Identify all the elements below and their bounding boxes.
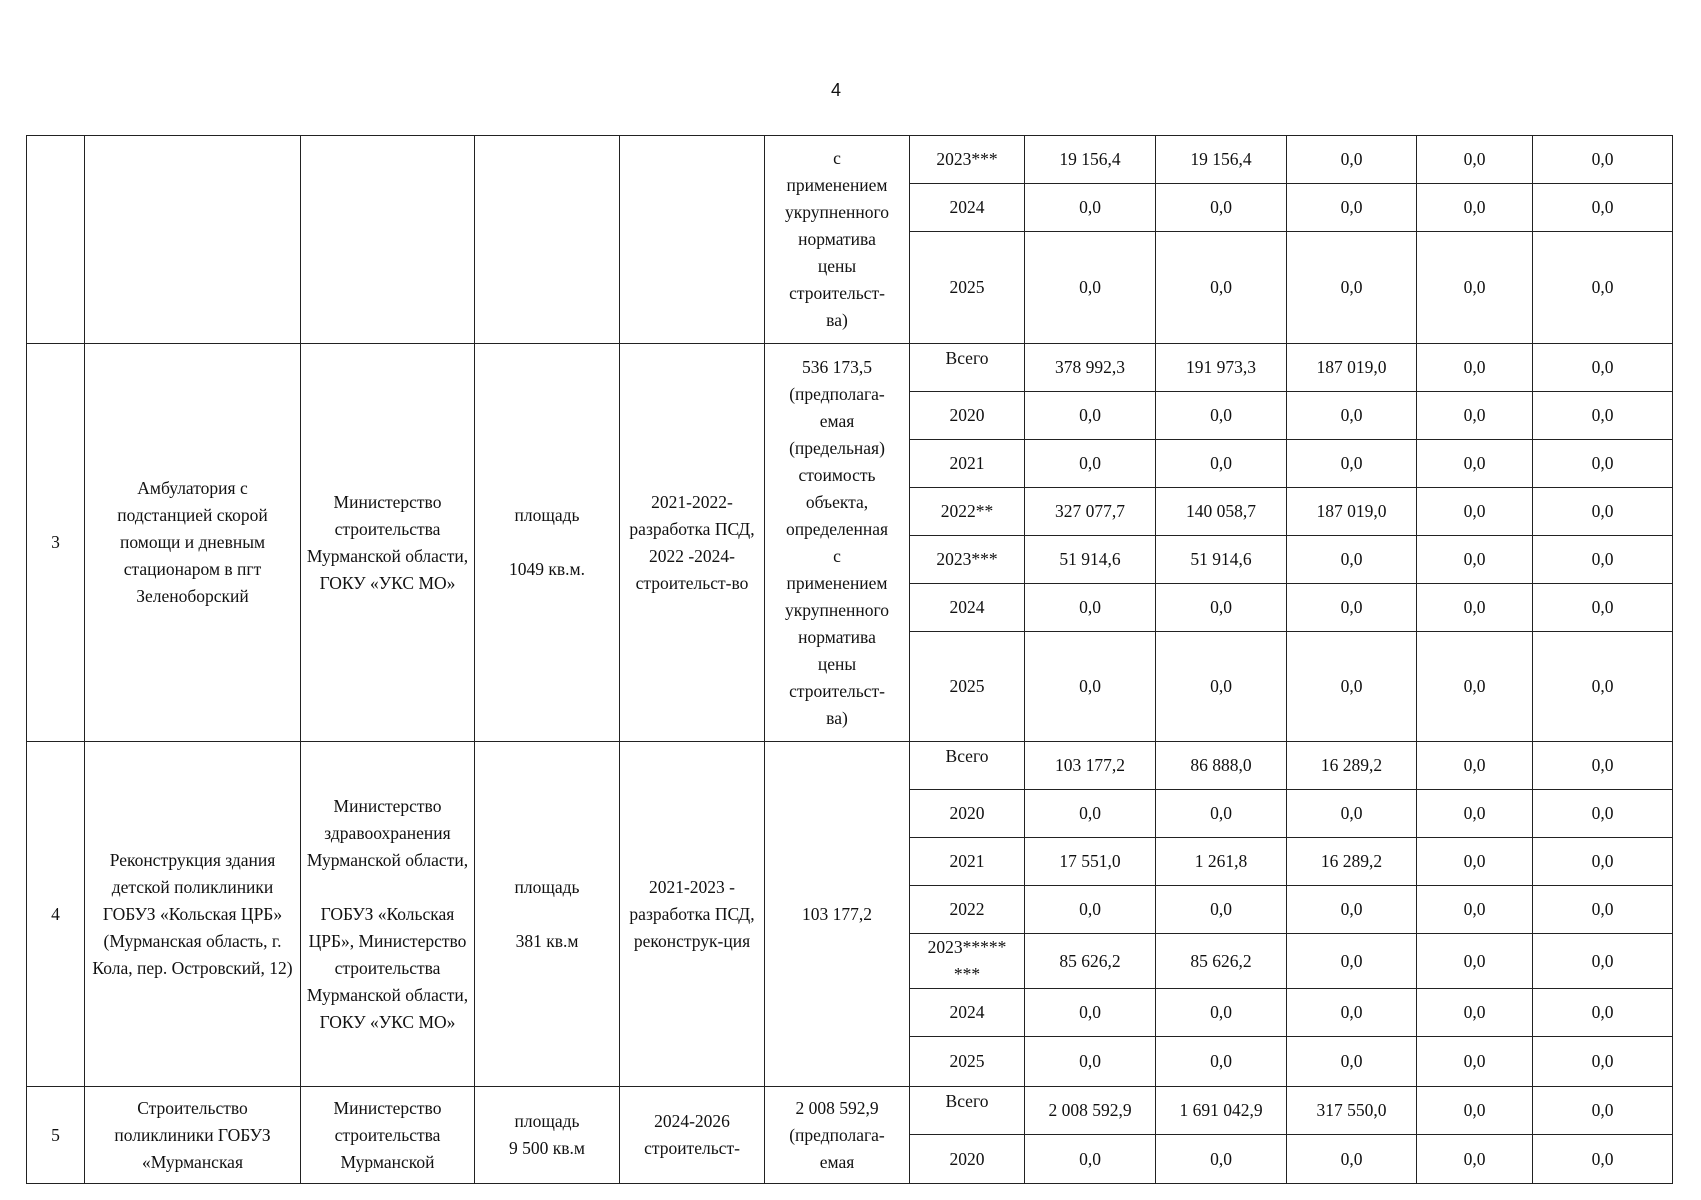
total-amount: 0,0 <box>1025 1037 1156 1087</box>
year-cell: 2024 <box>910 184 1025 232</box>
local-budget: 0,0 <box>1417 1135 1533 1184</box>
regional-budget: 0,0 <box>1287 536 1417 584</box>
estimated-cost: 536 173,5 (предполага- емая (предельная) стоимость объекта, определенная с применением укрупненного норматива цены строительст- ва) <box>765 344 910 742</box>
total-amount: 0,0 <box>1025 989 1156 1037</box>
local-budget: 0,0 <box>1417 440 1533 488</box>
other-sources: 0,0 <box>1533 536 1673 584</box>
row-number <box>27 136 85 344</box>
other-sources: 0,0 <box>1533 440 1673 488</box>
local-budget: 0,0 <box>1417 934 1533 989</box>
other-sources: 0,0 <box>1533 488 1673 536</box>
regional-budget: 0,0 <box>1287 790 1417 838</box>
customer-name: Министерство строительства Мурманской <box>301 1087 475 1184</box>
regional-budget: 0,0 <box>1287 886 1417 934</box>
table-row <box>27 136 1673 184</box>
other-sources: 0,0 <box>1533 392 1673 440</box>
federal-budget: 191 973,3 <box>1156 344 1287 392</box>
year-cell: Всего <box>910 742 1025 790</box>
federal-budget: 86 888,0 <box>1156 742 1287 790</box>
budget-table <box>26 135 1673 1184</box>
row-number: 5 <box>27 1087 85 1184</box>
year-cell: 2025 <box>910 632 1025 742</box>
federal-budget: 0,0 <box>1156 392 1287 440</box>
object-name <box>85 136 301 344</box>
other-sources: 0,0 <box>1533 1135 1673 1184</box>
period: 2021-2023 - разработка ПСД, реконструк-ция <box>620 742 765 1087</box>
total-amount: 0,0 <box>1025 886 1156 934</box>
total-amount: 0,0 <box>1025 1135 1156 1184</box>
local-budget: 0,0 <box>1417 632 1533 742</box>
federal-budget: 19 156,4 <box>1156 136 1287 184</box>
regional-budget: 0,0 <box>1287 989 1417 1037</box>
total-amount: 85 626,2 <box>1025 934 1156 989</box>
local-budget: 0,0 <box>1417 232 1533 344</box>
regional-budget: 0,0 <box>1287 584 1417 632</box>
capacity: площадь 1049 кв.м. <box>475 344 620 742</box>
year-cell: 2021 <box>910 838 1025 886</box>
total-amount: 17 551,0 <box>1025 838 1156 886</box>
total-amount: 327 077,7 <box>1025 488 1156 536</box>
table-row <box>27 1087 1673 1135</box>
total-amount: 0,0 <box>1025 392 1156 440</box>
regional-budget: 0,0 <box>1287 392 1417 440</box>
local-budget: 0,0 <box>1417 838 1533 886</box>
other-sources: 0,0 <box>1533 886 1673 934</box>
total-amount: 51 914,6 <box>1025 536 1156 584</box>
other-sources: 0,0 <box>1533 584 1673 632</box>
customer-name: Министерство строительства Мурманской области, ГОКУ «УКС МО» <box>301 344 475 742</box>
total-amount: 0,0 <box>1025 440 1156 488</box>
customer-name <box>301 136 475 344</box>
federal-budget: 1 261,8 <box>1156 838 1287 886</box>
year-cell: Всего <box>910 344 1025 392</box>
period <box>620 136 765 344</box>
capacity: площадь 381 кв.м <box>475 742 620 1087</box>
page-number: 4 <box>830 80 841 100</box>
other-sources: 0,0 <box>1533 232 1673 344</box>
local-budget: 0,0 <box>1417 1037 1533 1087</box>
local-budget: 0,0 <box>1417 488 1533 536</box>
local-budget: 0,0 <box>1417 392 1533 440</box>
total-amount: 0,0 <box>1025 632 1156 742</box>
other-sources: 0,0 <box>1533 1037 1673 1087</box>
other-sources: 0,0 <box>1533 934 1673 989</box>
local-budget: 0,0 <box>1417 584 1533 632</box>
federal-budget: 0,0 <box>1156 584 1287 632</box>
federal-budget: 51 914,6 <box>1156 536 1287 584</box>
estimated-cost: 103 177,2 <box>765 742 910 1087</box>
year-cell: 2021 <box>910 440 1025 488</box>
row-number: 3 <box>27 344 85 742</box>
other-sources: 0,0 <box>1533 184 1673 232</box>
local-budget: 0,0 <box>1417 536 1533 584</box>
total-amount: 2 008 592,9 <box>1025 1087 1156 1135</box>
year-cell: 2025 <box>910 232 1025 344</box>
total-amount: 19 156,4 <box>1025 136 1156 184</box>
year-cell: 2023*** <box>910 136 1025 184</box>
regional-budget: 187 019,0 <box>1287 344 1417 392</box>
regional-budget: 0,0 <box>1287 184 1417 232</box>
year-cell: 2020 <box>910 392 1025 440</box>
regional-budget: 0,0 <box>1287 1037 1417 1087</box>
regional-budget: 16 289,2 <box>1287 838 1417 886</box>
local-budget: 0,0 <box>1417 1087 1533 1135</box>
other-sources: 0,0 <box>1533 1087 1673 1135</box>
object-name: Амбулатория с подстанцией скорой помощи и дневным стационаром в пгт Зеленоборский <box>85 344 301 742</box>
year-cell: 2024 <box>910 989 1025 1037</box>
year-cell: 2020 <box>910 790 1025 838</box>
other-sources: 0,0 <box>1533 989 1673 1037</box>
regional-budget: 16 289,2 <box>1287 742 1417 790</box>
year-cell: 2025 <box>910 1037 1025 1087</box>
regional-budget: 0,0 <box>1287 136 1417 184</box>
period: 2024-2026 строительст- <box>620 1087 765 1184</box>
federal-budget: 0,0 <box>1156 440 1287 488</box>
total-amount: 378 992,3 <box>1025 344 1156 392</box>
total-amount: 0,0 <box>1025 790 1156 838</box>
federal-budget: 0,0 <box>1156 632 1287 742</box>
year-cell: Всего <box>910 1087 1025 1135</box>
year-cell: 2020 <box>910 1135 1025 1184</box>
local-budget: 0,0 <box>1417 344 1533 392</box>
object-name: Строительство поликлиники ГОБУЗ «Мурманская <box>85 1087 301 1184</box>
regional-budget: 0,0 <box>1287 1135 1417 1184</box>
federal-budget: 0,0 <box>1156 886 1287 934</box>
federal-budget: 140 058,7 <box>1156 488 1287 536</box>
regional-budget: 0,0 <box>1287 232 1417 344</box>
federal-budget: 0,0 <box>1156 790 1287 838</box>
federal-budget: 0,0 <box>1156 1037 1287 1087</box>
year-cell: 2023***** *** <box>910 934 1025 989</box>
year-cell: 2024 <box>910 584 1025 632</box>
regional-budget: 0,0 <box>1287 440 1417 488</box>
local-budget: 0,0 <box>1417 886 1533 934</box>
period: 2021-2022-разработка ПСД, 2022 -2024-строительст-во <box>620 344 765 742</box>
total-amount: 0,0 <box>1025 232 1156 344</box>
table-row <box>27 344 1673 392</box>
other-sources: 0,0 <box>1533 742 1673 790</box>
year-cell: 2022** <box>910 488 1025 536</box>
total-amount: 103 177,2 <box>1025 742 1156 790</box>
other-sources: 0,0 <box>1533 136 1673 184</box>
federal-budget: 85 626,2 <box>1156 934 1287 989</box>
regional-budget: 0,0 <box>1287 934 1417 989</box>
other-sources: 0,0 <box>1533 632 1673 742</box>
total-amount: 0,0 <box>1025 584 1156 632</box>
year-cell: 2022 <box>910 886 1025 934</box>
capacity <box>475 136 620 344</box>
object-name: Реконструкция здания детской поликлиники ГОБУЗ «Кольская ЦРБ» (Мурманская область, г. Кола, пер. Островский, 12) <box>85 742 301 1087</box>
regional-budget: 317 550,0 <box>1287 1087 1417 1135</box>
other-sources: 0,0 <box>1533 838 1673 886</box>
federal-budget: 1 691 042,9 <box>1156 1087 1287 1135</box>
federal-budget: 0,0 <box>1156 232 1287 344</box>
local-budget: 0,0 <box>1417 989 1533 1037</box>
local-budget: 0,0 <box>1417 790 1533 838</box>
local-budget: 0,0 <box>1417 136 1533 184</box>
row-number: 4 <box>27 742 85 1087</box>
table-row <box>27 742 1673 790</box>
estimated-cost: с применением укрупненного норматива цены строительст- ва) <box>765 136 910 344</box>
federal-budget: 0,0 <box>1156 184 1287 232</box>
local-budget: 0,0 <box>1417 742 1533 790</box>
federal-budget: 0,0 <box>1156 989 1287 1037</box>
other-sources: 0,0 <box>1533 344 1673 392</box>
other-sources: 0,0 <box>1533 790 1673 838</box>
year-cell: 2023*** <box>910 536 1025 584</box>
local-budget: 0,0 <box>1417 184 1533 232</box>
regional-budget: 0,0 <box>1287 632 1417 742</box>
customer-name: Министерство здравоохранения Мурманской области, ГОБУЗ «Кольская ЦРБ», Министерство строительства Мурманской области, ГОКУ «УКС МО» <box>301 742 475 1087</box>
regional-budget: 187 019,0 <box>1287 488 1417 536</box>
capacity: площадь 9 500 кв.м <box>475 1087 620 1184</box>
total-amount: 0,0 <box>1025 184 1156 232</box>
estimated-cost: 2 008 592,9 (предполага- емая <box>765 1087 910 1184</box>
federal-budget: 0,0 <box>1156 1135 1287 1184</box>
